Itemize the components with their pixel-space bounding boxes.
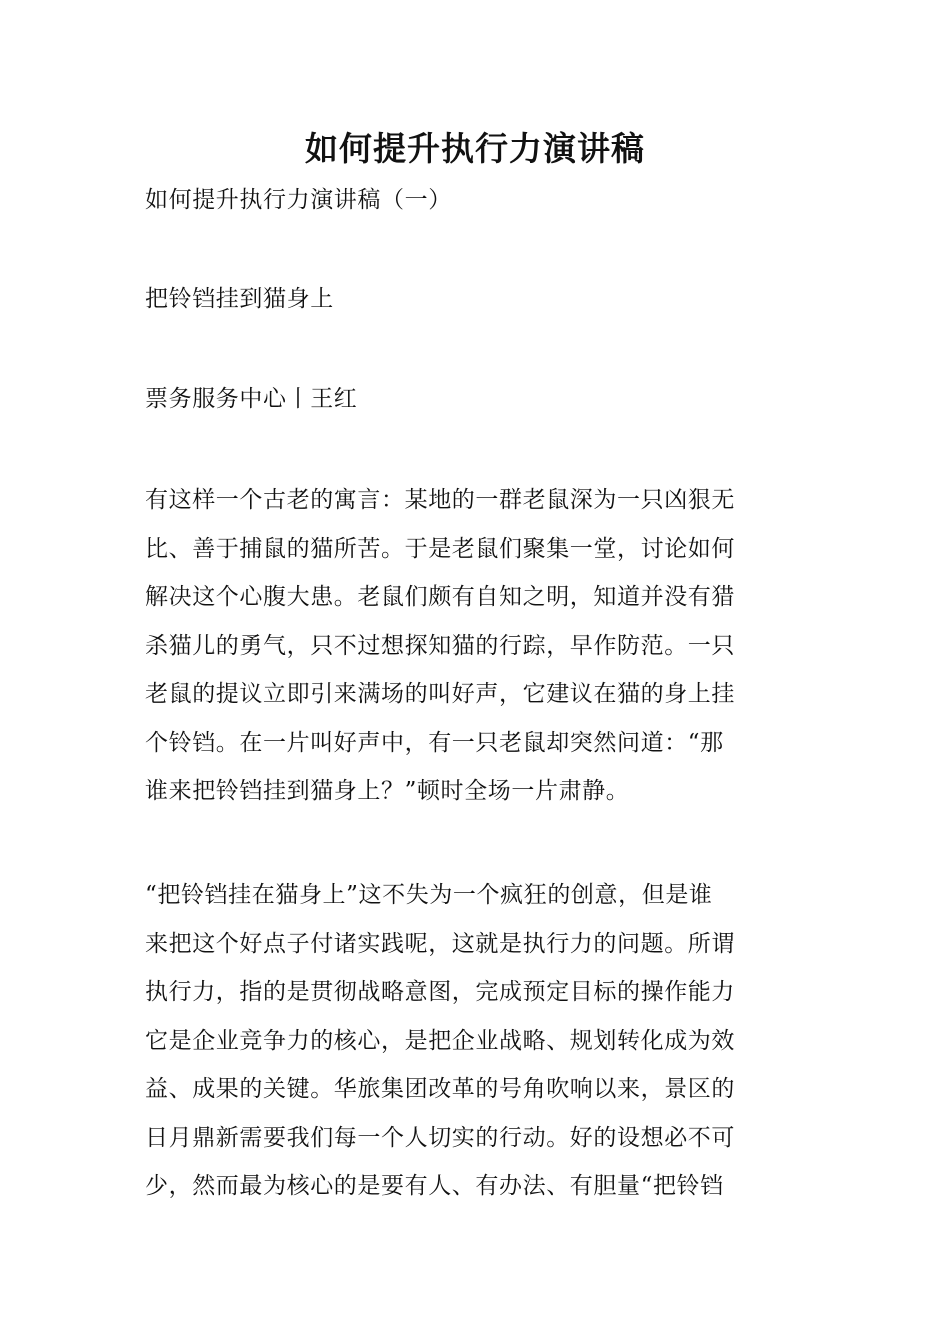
paragraph-line: 有这样一个古老的寓言：某地的一群老鼠深为一只凶狠无 <box>145 487 735 513</box>
paragraph-line: 来把这个好点子付诸实践呢，这就是执行力的问题。所谓 <box>145 930 735 957</box>
paragraph-1 <box>145 476 810 816</box>
article-title: 把铃铛挂到猫身上 <box>145 286 334 312</box>
paragraph-line: 它是企业竞争力的核心，是把企业战略、规划转化成为效 <box>145 1027 735 1054</box>
paragraph-line: 益、成果的关键。华旅集团改革的号角吹响以来，景区的 <box>145 1076 735 1102</box>
paragraph-line: 个铃铛。在一片叫好声中，有一只老鼠却突然问道：“那 <box>145 729 724 756</box>
document-subtitle: 如何提升执行力演讲稿（一） <box>145 187 452 213</box>
paragraph-line: 老鼠的提议立即引来满场的叫好声，它建议在猫的身上挂 <box>145 681 735 707</box>
byline: 票务服务中心丨王红 <box>145 386 358 412</box>
paragraph-line: 少，然而最为核心的是要有人、有办法、有胆量“把铃铛 <box>145 1173 724 1199</box>
paragraph-line: 执行力，指的是贯彻战略意图，完成预定目标的操作能力 <box>145 979 735 1005</box>
document-title: 如何提升执行力演讲稿 <box>305 129 645 168</box>
paragraph-line: 解决这个心腹大患。老鼠们颇有自知之明，知道并没有猎 <box>145 584 735 610</box>
paragraph-line: “把铃铛挂在猫身上”这不失为一个疯狂的创意，但是谁 <box>145 882 713 908</box>
paragraph-line: 比、善于捕鼠的猫所苦。于是老鼠们聚集一堂，讨论如何 <box>145 535 735 562</box>
paragraph-2 <box>145 871 810 1211</box>
paragraph-line: 杀猫儿的勇气，只不过想探知猫的行踪，早作防范。一只 <box>145 632 735 659</box>
paragraph-line: 谁来把铃铛挂到猫身上？”顿时全场一片肃静。 <box>145 778 630 804</box>
paragraph-line: 日月鼎新需要我们每一个人切实的行动。好的设想必不可 <box>145 1124 735 1151</box>
